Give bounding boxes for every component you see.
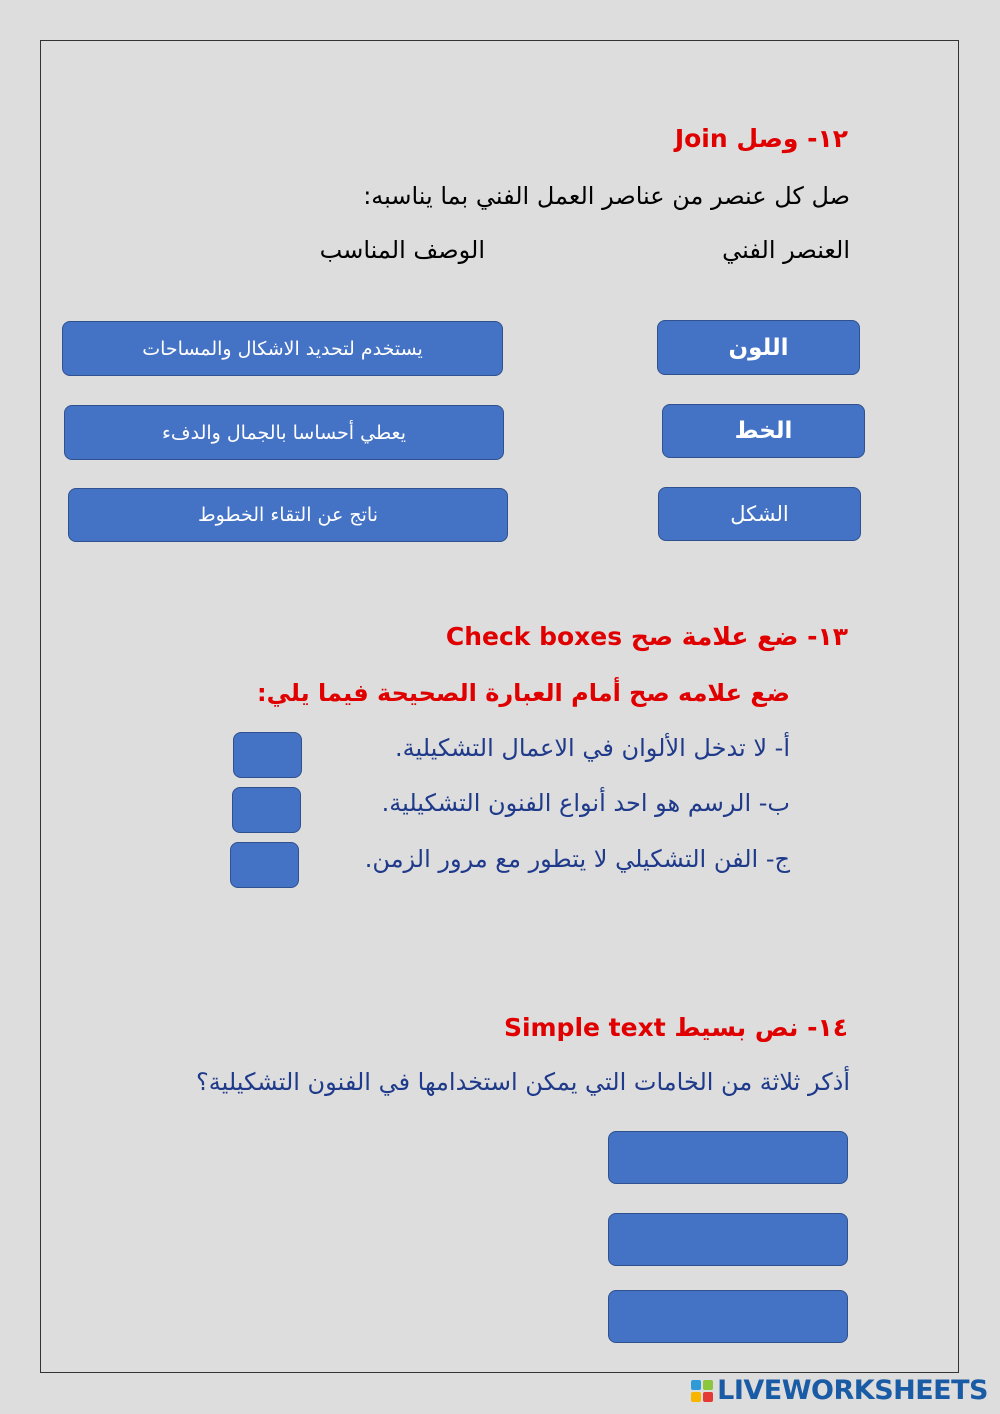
q13-instruction: ضع علامه صح أمام العبارة الصحيحة فيما يلي: <box>257 679 790 707</box>
checkbox-a[interactable] <box>233 732 302 778</box>
checkbox-c[interactable] <box>230 842 299 888</box>
answer-input-2[interactable] <box>608 1213 848 1266</box>
q12-column-element-label: العنصر الفني <box>722 236 850 264</box>
q12-heading: ١٢- وصل Join <box>674 124 848 153</box>
statement-c: ج- الفن التشكيلي لا يتطور مع مرور الزمن. <box>364 845 790 873</box>
q14-question: أذكر ثلاثة من الخامات التي يمكن استخدامها في الفنون التشكيلية؟ <box>196 1068 850 1096</box>
match-description-2[interactable]: يعطي أحساسا بالجمال والدفء <box>64 405 504 460</box>
match-element-2[interactable]: الخط <box>662 404 865 458</box>
liveworksheets-logo <box>691 1375 988 1406</box>
answer-input-3[interactable] <box>608 1290 848 1343</box>
q13-heading: ١٣- ضع علامة صح Check boxes <box>445 622 848 651</box>
q14-heading: ١٤- نص بسيط Simple text <box>503 1013 848 1042</box>
liveworksheets-logo-icon <box>691 1380 713 1402</box>
statement-a: أ- لا تدخل الألوان في الاعمال التشكيلية. <box>394 734 790 762</box>
match-element-1[interactable]: اللون <box>657 320 860 375</box>
match-element-3[interactable]: الشكل <box>658 487 861 541</box>
checkbox-b[interactable] <box>232 787 301 833</box>
match-description-3[interactable]: ناتج عن التقاء الخطوط <box>68 488 508 542</box>
statement-b: ب- الرسم هو احد أنواع الفنون التشكيلية. <box>381 789 790 817</box>
match-description-1[interactable]: يستخدم لتحديد الاشكال والمساحات <box>62 321 503 376</box>
brand-name: LIVEWORKSHEETS <box>717 1375 988 1406</box>
answer-input-1[interactable] <box>608 1131 848 1184</box>
q12-column-description-label: الوصف المناسب <box>319 236 485 264</box>
q12-instruction: صل كل عنصر من عناصر العمل الفني بما يناسبه: <box>363 182 850 210</box>
